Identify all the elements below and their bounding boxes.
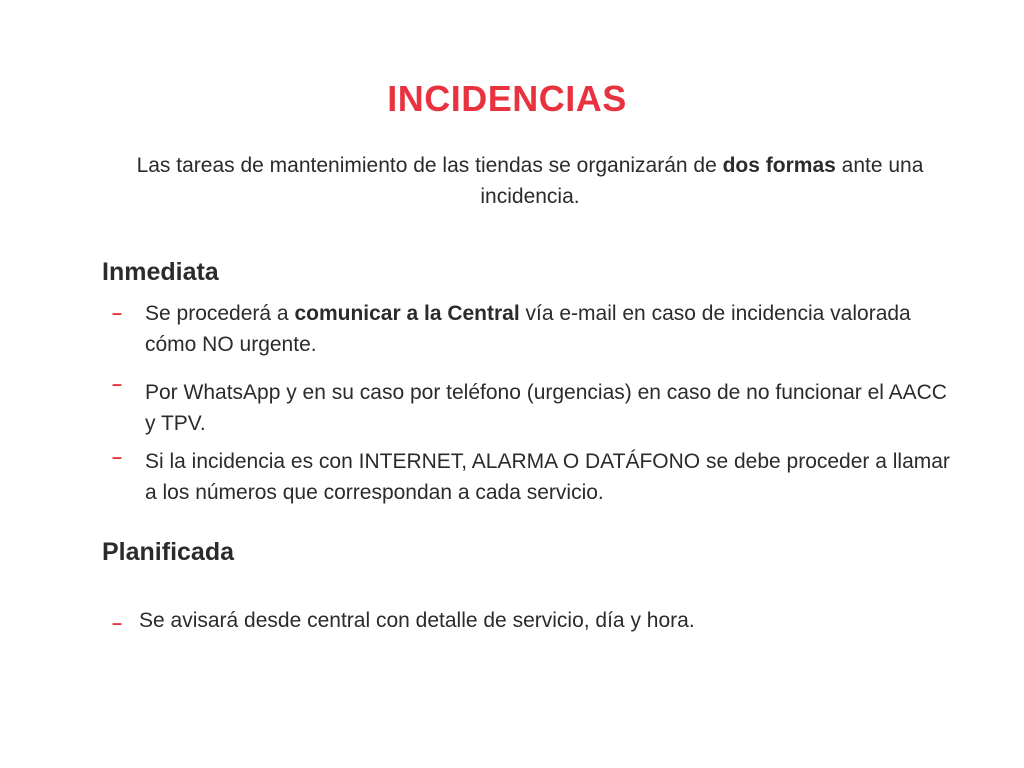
bullet-text-start: Se procederá a xyxy=(145,302,295,325)
bullet-text: Si la incidencia es con INTERNET, ALARMA O DATÁFONO se debe proceder a llamar a los números que correspondan a cada servicio. xyxy=(145,450,950,504)
section-heading-planificada: Planificada xyxy=(102,538,234,566)
page-title: INCIDENCIAS xyxy=(387,78,627,119)
intro-text-end: ante una incidencia. xyxy=(480,154,924,208)
bullet-dash: – xyxy=(112,303,123,323)
bullet-emphasis: comunicar a la Central xyxy=(294,302,520,325)
intro-paragraph xyxy=(100,150,960,212)
bullet-dash: – xyxy=(112,447,123,467)
bullet-text: Se avisará desde central con detalle de servicio, día y hora. xyxy=(139,609,695,632)
intro-emphasis: dos formas xyxy=(722,154,836,177)
bullet-text xyxy=(145,298,955,360)
section-heading-inmediata: Inmediata xyxy=(102,258,219,286)
intro-text-start: Las tareas de mantenimiento de las tiendas se organizarán de xyxy=(136,154,723,177)
bullet-dash: – xyxy=(112,613,123,633)
bullet-dash: – xyxy=(112,374,123,394)
bullet-text: Por WhatsApp y en su caso por teléfono (urgencias) en caso de no funcionar el AACC y TPV. xyxy=(145,381,947,435)
bullet-text-end: vía e-mail en caso de incidencia valorada cómo NO urgente. xyxy=(145,302,911,356)
